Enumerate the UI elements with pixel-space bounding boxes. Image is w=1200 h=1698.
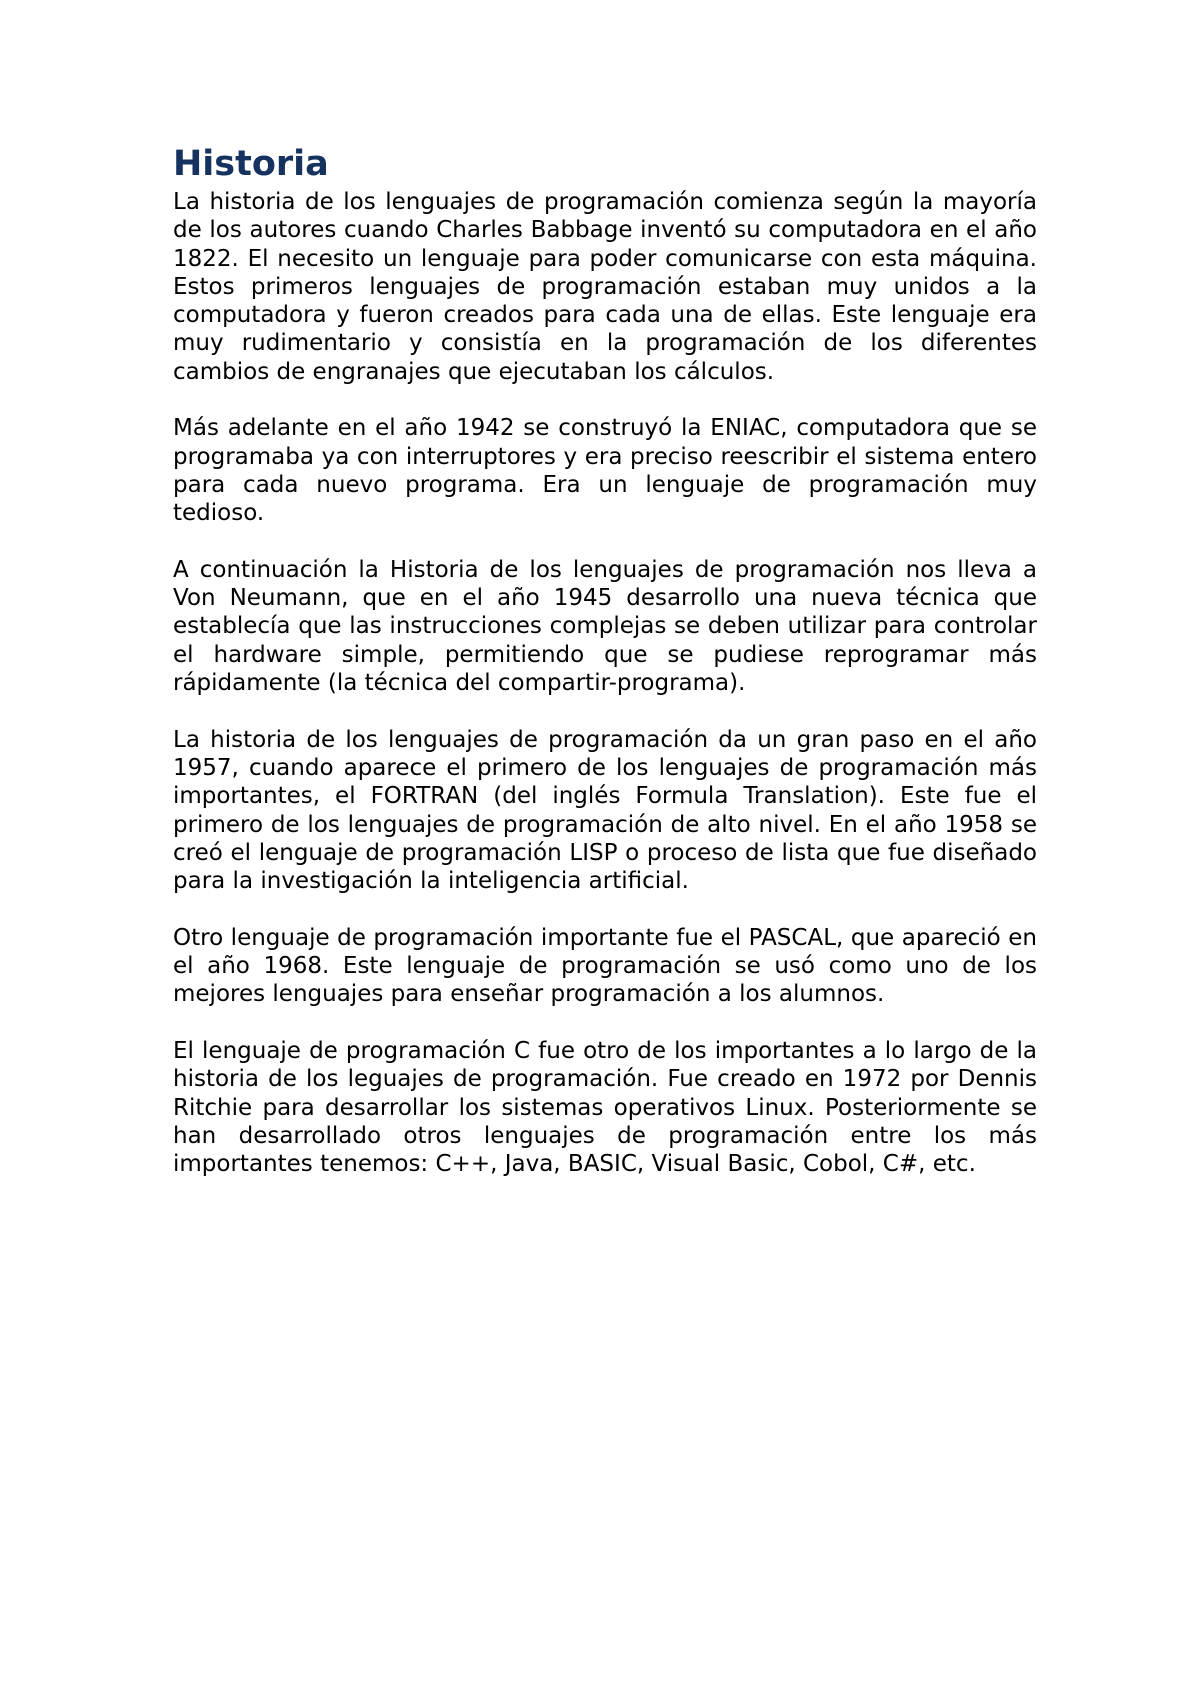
paragraph-1: La historia de los lenguajes de programación comienza según la mayoría de los autores cuando Charles Babbage inventó su computadora en el año 1822. El necesito un lenguaje para poder comunicarse con esta máquina. Estos primeros lenguajes de programación estaban muy unidos a la computadora y fueron creados para cada una de ellas. Este lenguaje era muy rudimentario y consistía en la programación de los diferentes cambios de engranajes que ejecutaban los cálculos. bbox=[173, 189, 1037, 385]
paragraph-2: Más adelante en el año 1942 se construyó la ENIAC, computadora que se programaba ya con interruptores y era preciso reescribir el sistema entero para cada nuevo programa. Era un lenguaje de programación muy tedioso. bbox=[173, 415, 1037, 527]
document-page bbox=[173, 140, 1037, 1207]
paragraph-6: El lenguaje de programación C fue otro de los importantes a lo largo de la historia de los leguajes de programación. Fue creado en 1972 por Dennis Ritchie para desarrollar los sistemas operativos Linux. Posteriormente se han desarrollado otros lenguajes de programación entre los más importantes tenemos: C++, Java, BASIC, Visual Basic, Cobol, C#, etc. bbox=[173, 1037, 1037, 1178]
paragraph-5: Otro lenguaje de programación importante fue el PASCAL, que apareció en el año 1968. Este lenguaje de programación se usó como uno de los mejores lenguajes para enseñar programación a los alumnos. bbox=[173, 924, 1037, 1008]
paragraph-3: A continuación la Historia de los lenguajes de programación nos lleva a Von Neumann, que en el año 1945 desarrollo una nueva técnica que establecía que las instrucciones complejas se deben utilizar para controlar el hardware simple, permitiendo que se pudiese reprogramar más rápidamente (la técnica del compartir-programa). bbox=[173, 556, 1037, 697]
paragraph-4: La historia de los lenguajes de programación da un gran paso en el año 1957, cuando aparece el primero de los lenguajes de programación más importantes, el FORTRAN (del inglés Formula Translation). Este fue el primero de los lenguajes de programación de alto nivel. En el año 1958 se creó el lenguaje de programación LISP o proceso de lista que fue diseñado para la investigación la inteligencia artificial. bbox=[173, 726, 1037, 895]
document-title: Historia bbox=[173, 144, 329, 184]
